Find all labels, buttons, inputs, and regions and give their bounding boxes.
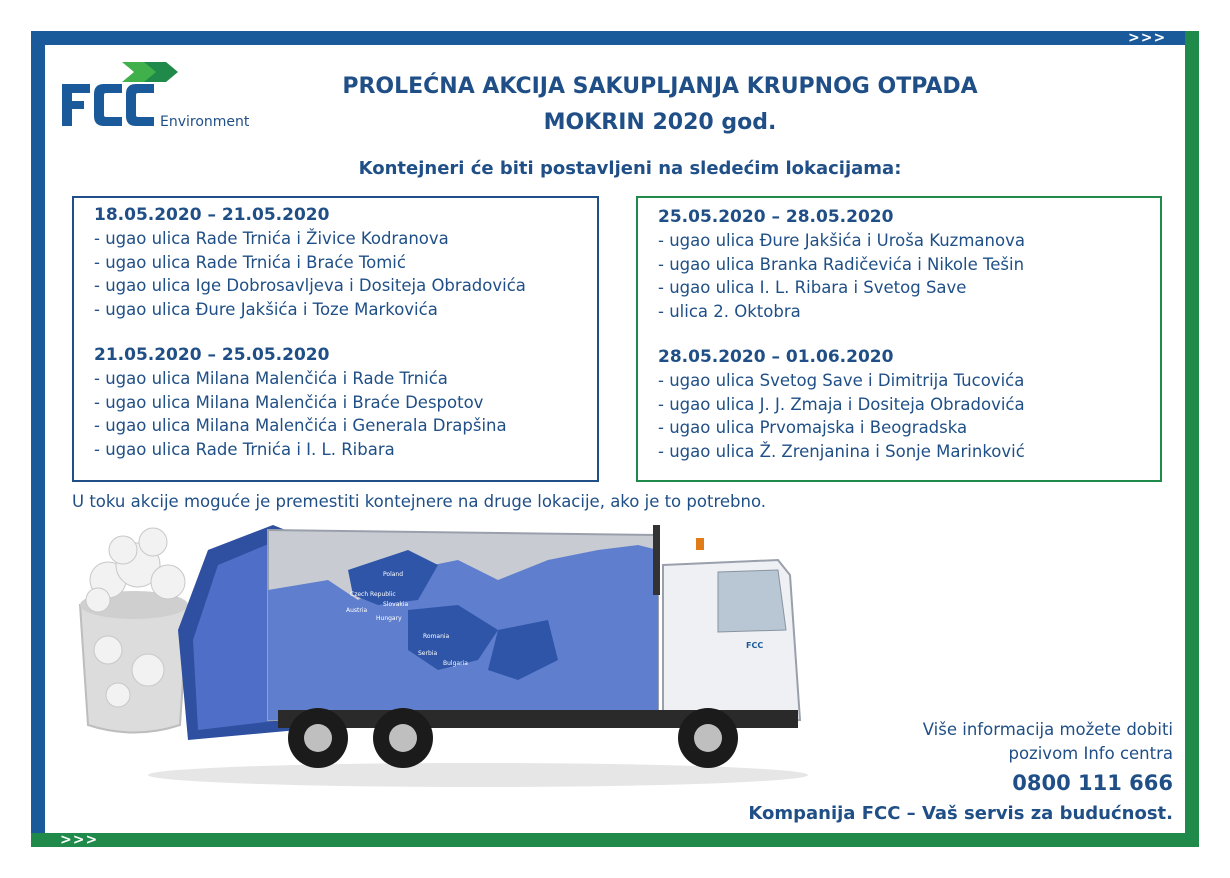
- map-label: Poland: [383, 571, 404, 578]
- period-group: [94, 344, 507, 461]
- locations-heading: Kontejneri će biti postavljeni na sledećim lokacijama:: [358, 158, 902, 179]
- garbage-truck-image: [78, 520, 818, 790]
- location-item: - ugao ulica Ige Dobrosavljeva i Dositeja Obradovića: [94, 276, 526, 295]
- page-title-year: MOKRIN 2020 god.: [543, 110, 777, 135]
- frame-top-border: [31, 31, 1199, 45]
- location-item: - ugao ulica Rade Trnića i I. L. Ribara: [94, 439, 395, 459]
- relocation-note: U toku akcije moguće je premestiti kontejnere na druge lokacije, ako je to potrebno.: [72, 492, 766, 511]
- frame-right-border: [1185, 31, 1199, 847]
- period-group: [658, 346, 1025, 463]
- map-label: Bulgaria: [443, 660, 468, 667]
- frame-bottom-border: [31, 833, 1199, 847]
- location-item: - ugao ulica Rade Trnića i Živice Kodranova: [94, 229, 449, 248]
- info-text-line2: pozivom Info centra: [1008, 744, 1173, 763]
- location-item: - ugao ulica Milana Malenčića i Rade Trnića: [94, 369, 448, 388]
- location-item: - ugao ulica Rade Trnića i Braće Tomić: [94, 252, 406, 272]
- locations-box-right: [636, 196, 1162, 482]
- location-item: - ugao ulica Branka Radičevića i Nikole Tešin: [658, 254, 1025, 274]
- period-dates: 28.05.2020 – 01.06.2020: [658, 347, 894, 367]
- map-label: Romania: [423, 633, 450, 640]
- map-label: Slovakia: [383, 601, 409, 608]
- location-item: - ugao ulica Svetog Save i Dimitrija Tucovića: [658, 371, 1025, 390]
- locations-box-left: [72, 196, 599, 482]
- period-group: [94, 204, 526, 321]
- location-item: - ugao ulica I. L. Ribara i Svetog Save: [658, 278, 967, 297]
- info-text-line1: Više informacija možete dobiti: [922, 720, 1173, 739]
- location-item: - ulica 2. Oktobra: [658, 301, 801, 321]
- chevron-right-icon: >>>: [1128, 30, 1167, 46]
- period-dates: 21.05.2020 – 25.05.2020: [94, 345, 330, 365]
- location-item: - ugao ulica Ž. Zrenjanina i Sonje Marinković: [658, 441, 1025, 461]
- location-item: - ugao ulica Prvomajska i Beogradska: [658, 418, 968, 437]
- info-phone-number: 0800 111 666: [1012, 771, 1173, 795]
- cab-logo: FCC: [746, 641, 764, 650]
- page-title: PROLEĆNA AKCIJA SAKUPLJANJA KRUPNOG OTPADA: [342, 74, 978, 99]
- location-item: - ugao ulica Đure Jakšića i Toze Markovića: [94, 299, 438, 319]
- company-slogan: Kompanija FCC – Vaš servis za budućnost.: [748, 803, 1173, 824]
- frame-left-border: [31, 31, 45, 847]
- chevron-right-icon: >>>: [60, 832, 99, 848]
- period-dates: 25.05.2020 – 28.05.2020: [658, 207, 894, 227]
- location-item: - ugao ulica Milana Malenčića i Generala Drapšina: [94, 416, 507, 435]
- location-item: - ugao ulica Đure Jakšića i Uroša Kuzmanova: [658, 231, 1025, 250]
- period-group: [658, 206, 1025, 323]
- map-label: Austria: [346, 607, 368, 614]
- map-label: Czech Republic: [350, 591, 396, 598]
- period-dates: 18.05.2020 – 21.05.2020: [94, 205, 330, 225]
- map-label: Serbia: [418, 650, 438, 657]
- location-item: - ugao ulica J. J. Zmaja i Dositeja Obradovića: [658, 394, 1025, 414]
- logo-subtitle: Environment: [160, 114, 250, 130]
- map-label: Hungary: [376, 615, 402, 622]
- location-item: - ugao ulica Milana Malenčića i Braće Despotov: [94, 392, 484, 412]
